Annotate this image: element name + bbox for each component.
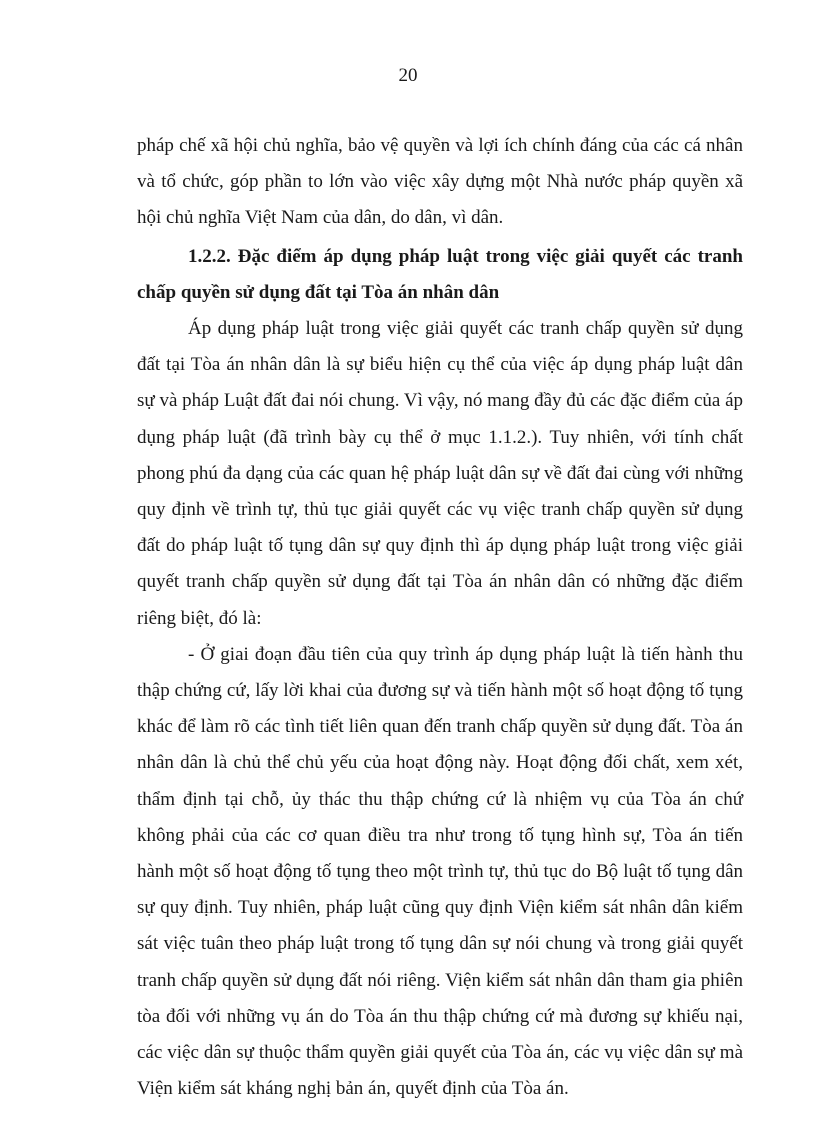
intro-paragraph: pháp chế xã hội chủ nghĩa, bảo vệ quyền và lợi ích chính đáng của các cá nhân và tổ chức, góp phần to lớn vào việc xây dựng một Nhà nước pháp quyền xã hội chủ nghĩa Việt Nam của dân, do dân, vì dân. — [137, 135, 743, 229]
body-paragraph-1: Áp dụng pháp luật trong việc giải quyết các tranh chấp quyền sử dụng đất tại Tòa án nhân dân là sự biểu hiện cụ thể của việc áp dụng pháp luật dân sự và pháp Luật đất đai nói chung. Vì vậy, nó mang đầy đủ các đặc điểm của áp dụng pháp luật (đã trình bày cụ thể ở mục 1.1.2.). Tuy nhiên, với tính chất phong phú đa dạng của các quan hệ pháp luật dân sự về đất đai cùng với những quy định về trình tự, thủ tục giải quyết các vụ việc tranh chấp quyền sử dụng đất do pháp luật tố tụng dân sự quy định thì áp dụng pháp luật trong việc giải quyết tranh chấp quyền sử dụng đất tại Tòa án nhân dân có những đặc điểm riêng biệt, đó là: — [137, 318, 743, 629]
page-number: 20 — [398, 65, 418, 86]
document-body — [137, 128, 743, 1107]
body-paragraph-2: - Ở giai đoạn đầu tiên của quy trình áp dụng pháp luật là tiến hành thu thập chứng cứ, lấy lời khai của đương sự và tiến hành một số hoạt động tố tụng khác để làm rõ các tình tiết liên quan đến tranh chấp quyền sử dụng đất. Tòa án nhân dân là chủ thể chủ yếu của hoạt động này. Hoạt động đối chất, xem xét, thẩm định tại chỗ, ủy thác thu thập chứng cứ là nhiệm vụ của Tòa án chứ không phải của các cơ quan điều tra như trong tố tụng hình sự, Tòa án tiến hành một số hoạt động tố tụng theo một trình tự, thủ tục do Bộ luật tố tụng dân sự quy định. Tuy nhiên, pháp luật cũng quy định Viện kiểm sát nhân dân kiểm sát việc tuân theo pháp luật trong tố tụng dân sự nói chung và trong giải quyết tranh chấp quyền sử dụng đất nói riêng. Viện kiểm sát nhân dân tham gia phiên tòa đối với những vụ án do Tòa án thu thập chứng cứ mà đương sự khiếu nại, các việc dân sự thuộc thẩm quyền giải quyết của Tòa án, các vụ việc dân sự mà Viện kiểm sát kháng nghị bản án, quyết định của Tòa án. — [137, 643, 743, 1100]
section-heading: 1.2.2. Đặc điểm áp dụng pháp luật trong việc giải quyết các tranh chấp quyền sử dụng đất tại Tòa án nhân dân — [137, 245, 743, 303]
